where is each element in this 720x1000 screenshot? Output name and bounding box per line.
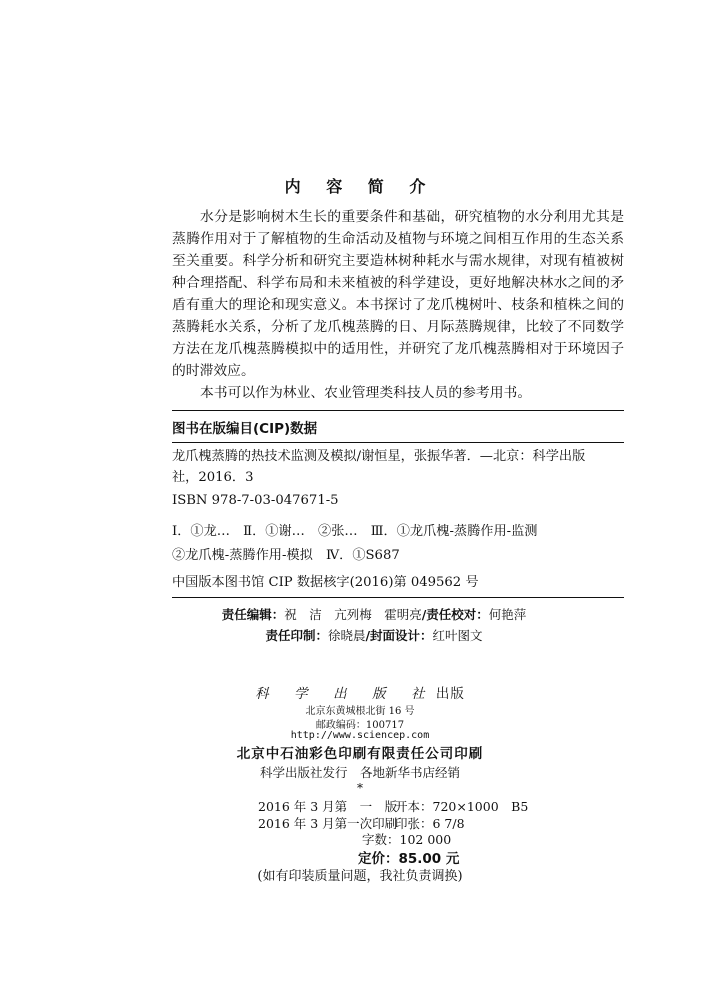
price: 定价：85.00 元 [358, 851, 460, 867]
printing-manager: 徐晓晨 [327, 628, 366, 643]
cover-label: /封面设计： [365, 628, 433, 643]
separator-star: * [357, 781, 363, 795]
production-credits [0, 626, 720, 644]
summary-line: 水分是影响树木生长的重要条件和基础，研究植物的水分利用尤其是 [200, 209, 624, 225]
cip-subjects: Ⅰ．①龙… Ⅱ．①谢… ②张… Ⅲ．①龙爪槐-蒸腾作用-监测 [172, 524, 538, 539]
summary-audience: 本书可以作为林业、农业管理类科技人员的参考用书。 [200, 385, 532, 401]
cip-subjects-continued: ②龙爪槐-蒸腾作用-模拟 Ⅳ．①S687 [172, 548, 400, 563]
editor-label: 责任编辑： [221, 607, 285, 622]
publisher-name: 科 学 出 版 社 [255, 686, 431, 702]
divider [172, 442, 624, 443]
summary-line: 种合理搭配、科学布局和未来植被的科学建设，更好地解决林水之间的矛 [172, 275, 624, 291]
divider [172, 597, 624, 598]
quality-notice: (如有印装质量问题，我社负责调换) [257, 869, 463, 884]
word-count: 字数：102 000 [362, 832, 452, 847]
summary-line: 至关重要。科学分析和研究主要造林树种耗水与需水规律，对现有植被树 [172, 253, 624, 269]
printing-label: 责任印制： [265, 628, 328, 643]
summary-line: 方法在龙爪槐蒸腾模拟中的适用性，并研究了龙爪槐蒸腾相对于环境因子 [172, 341, 624, 357]
publisher-suffix: 出版 [435, 686, 465, 702]
proofreader-label: /责任校对： [421, 607, 489, 622]
editor-credits [0, 605, 720, 623]
edition-line [258, 797, 529, 815]
summary-text [172, 206, 624, 404]
summary-title: 内 容 简 介 [284, 177, 436, 196]
printer-line: 北京中石油彩色印刷有限责任公司印刷 [236, 746, 484, 762]
edition: 2016 年 3 月第 一 版 [258, 799, 398, 814]
cip-entry: 龙爪槐蒸腾的热技术监测及模拟/谢恒星，张振华著．—北京：科学出版 [172, 449, 586, 464]
sheets: 印张：6 7/8 [395, 816, 465, 831]
publisher-postcode: 邮政编码：100717 [315, 720, 405, 731]
summary-line: 蒸腾耗水关系，分析了龙爪槐蒸腾的日、月际蒸腾规律，比较了不同数学 [172, 319, 624, 335]
format: 开本：720×1000 B5 [395, 799, 529, 814]
publisher-line [0, 682, 720, 702]
cip-isbn: ISBN 978-7-03-047671-5 [172, 493, 339, 508]
printing-date: 2016 年 3 月第一次印刷 [258, 816, 398, 831]
publisher-website: http://www.sciencep.com [290, 730, 430, 741]
cip-entry-continued: 社，2016．3 [172, 470, 254, 485]
summary-line: 的时滞效应。 [172, 363, 255, 379]
cip-verification: 中国版本图书馆 CIP 数据核字(2016)第 049562 号 [172, 575, 479, 590]
publisher-address: 北京东黄城根北街 16 号 [305, 706, 415, 717]
divider [172, 410, 624, 411]
cip-title: 图书在版编目(CIP)数据 [172, 421, 318, 437]
editors: 祝 洁 亢列梅 霍明亮 [284, 607, 422, 622]
summary-line: 盾有重大的理论和现实意义。本书探讨了龙爪槐树叶、枝条和植株之间的 [172, 297, 624, 313]
summary-line: 蒸腾作用对于了解植物的生命活动及植物与环境之间相互作用的生态关系 [172, 231, 624, 247]
proofreader: 何艳萍 [488, 607, 527, 622]
distribution-line: 科学出版社发行 各地新华书店经销 [259, 765, 460, 780]
cover-designer: 红叶图文 [432, 628, 483, 643]
